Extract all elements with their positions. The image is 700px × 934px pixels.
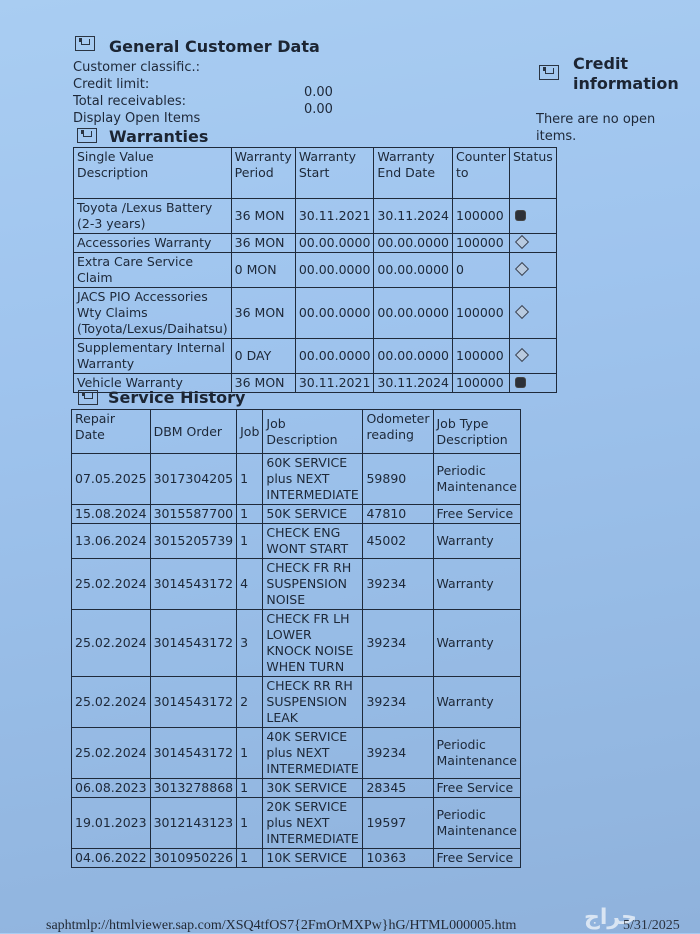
service-cell-dbm-order: 3014543172	[150, 610, 237, 677]
service-cell-odometer: 19597	[363, 798, 433, 849]
service-row	[72, 798, 521, 849]
service-cell-job: 1	[237, 728, 263, 779]
service-cell-dbm-order: 3015205739	[150, 524, 237, 559]
service-cell-job: 4	[237, 559, 263, 610]
warranty-cell-description: Vehicle Warranty	[74, 374, 232, 393]
status-inactive-diamond-icon	[515, 348, 529, 362]
service-cell-job-type: Warranty	[433, 677, 521, 728]
credit-limit-label: Credit limit:	[73, 77, 150, 92]
warranty-row	[74, 288, 557, 339]
warranty-cell-status	[509, 234, 556, 253]
warranty-cell-description: Supplementary Internal Warranty	[74, 339, 232, 374]
service-header-row	[72, 410, 521, 454]
warranty-cell-start: 30.11.2021	[295, 199, 374, 234]
service-cell-job: 3	[237, 610, 263, 677]
status-inactive-diamond-icon	[515, 305, 529, 319]
warranty-cell-status	[509, 199, 556, 234]
service-row	[72, 559, 521, 610]
total-receivables-label: Total receivables:	[73, 94, 186, 109]
col-header-repair-date: Repair Date	[72, 410, 151, 454]
service-cell-job-type: Free Service	[433, 505, 521, 524]
service-cell-repair-date: 25.02.2024	[72, 559, 151, 610]
service-cell-odometer: 39234	[363, 610, 433, 677]
service-cell-job-description: 20K SERVICE plus NEXT INTERMEDIATE	[263, 798, 363, 849]
service-cell-repair-date: 25.02.2024	[72, 610, 151, 677]
warranty-cell-description: Extra Care Service Claim	[74, 253, 232, 288]
section-icon	[539, 65, 559, 80]
service-cell-dbm-order: 3014543172	[150, 728, 237, 779]
warranty-cell-start: 00.00.0000	[295, 339, 374, 374]
service-row	[72, 610, 521, 677]
service-cell-dbm-order: 3012143123	[150, 798, 237, 849]
service-cell-job: 1	[237, 524, 263, 559]
col-header-job-type: Job Type Description	[433, 410, 521, 454]
col-header-start: Warranty Start	[295, 148, 374, 199]
warranty-cell-status	[509, 339, 556, 374]
warranty-cell-period: 36 MON	[231, 234, 295, 253]
warranty-row	[74, 253, 557, 288]
service-cell-job-description: 60K SERVICE plus NEXT INTERMEDIATE	[263, 454, 363, 505]
warranty-cell-end-date: 00.00.0000	[374, 253, 453, 288]
service-cell-job: 1	[237, 849, 263, 868]
service-cell-repair-date: 07.05.2025	[72, 454, 151, 505]
warranty-cell-start: 30.11.2021	[295, 374, 374, 393]
page-url: saphtmlp://htmlviewer.sap.com/XSQ4tfOS7{2FmOrMXPw}hG/HTML000005.htm	[46, 918, 517, 933]
section-icon	[78, 390, 98, 405]
warranty-cell-status	[509, 253, 556, 288]
status-active-icon	[516, 378, 525, 387]
service-cell-job-description: 30K SERVICE	[263, 779, 363, 798]
warranty-cell-description: Accessories Warranty	[74, 234, 232, 253]
service-cell-dbm-order: 3017304205	[150, 454, 237, 505]
service-cell-odometer: 47810	[363, 505, 433, 524]
service-row	[72, 728, 521, 779]
warranty-cell-period: 36 MON	[231, 288, 295, 339]
customer-classific-label: Customer classific.:	[73, 60, 201, 75]
service-cell-odometer: 39234	[363, 559, 433, 610]
col-header-period: Warranty Period	[231, 148, 295, 199]
warranty-cell-description: Toyota /Lexus Battery (2-3 years)	[74, 199, 232, 234]
status-active-icon	[516, 211, 525, 220]
col-header-odometer: Odometer reading	[363, 410, 433, 454]
service-cell-repair-date: 25.02.2024	[72, 677, 151, 728]
warranty-cell-end-date: 30.11.2024	[374, 374, 453, 393]
service-cell-repair-date: 04.06.2022	[72, 849, 151, 868]
service-cell-job-description: CHECK FR RH SUSPENSION NOISE	[263, 559, 363, 610]
warranty-row	[74, 234, 557, 253]
service-cell-job-description: CHECK ENG WONT START	[263, 524, 363, 559]
service-cell-job-type: Periodic Maintenance	[433, 728, 521, 779]
warranties-table	[73, 147, 557, 393]
warranty-cell-start: 00.00.0000	[295, 234, 374, 253]
warranty-cell-end-date: 00.00.0000	[374, 234, 453, 253]
credit-limit-value: 0.00	[304, 85, 333, 100]
service-cell-job-description: CHECK FR LH LOWER KNOCK NOISE WHEN TURN	[263, 610, 363, 677]
credit-information-message: There are no open items.	[536, 112, 656, 144]
service-cell-job: 1	[237, 454, 263, 505]
print-date: 5/31/2025	[623, 918, 680, 933]
warranty-row	[74, 199, 557, 234]
service-cell-dbm-order: 3014543172	[150, 677, 237, 728]
total-receivables-value: 0.00	[304, 102, 333, 117]
status-inactive-diamond-icon	[515, 262, 529, 276]
display-open-items-link[interactable]: Display Open Items	[73, 111, 201, 126]
col-header-job: Job	[237, 410, 263, 454]
service-row	[72, 524, 521, 559]
warranty-cell-period: 36 MON	[231, 199, 295, 234]
service-cell-job-type: Free Service	[433, 849, 521, 868]
service-cell-job-type: Periodic Maintenance	[433, 454, 521, 505]
service-row	[72, 505, 521, 524]
warranty-cell-counter: 100000	[453, 199, 510, 234]
warranty-cell-counter: 100000	[453, 374, 510, 393]
warranty-cell-start: 00.00.0000	[295, 288, 374, 339]
warranty-cell-start: 00.00.0000	[295, 253, 374, 288]
service-cell-job-type: Warranty	[433, 559, 521, 610]
service-cell-job: 2	[237, 677, 263, 728]
warranty-cell-period: 36 MON	[231, 374, 295, 393]
service-cell-job: 1	[237, 505, 263, 524]
warranty-row	[74, 339, 557, 374]
service-row	[72, 849, 521, 868]
col-header-description: Single Value Description	[74, 148, 232, 199]
service-cell-repair-date: 15.08.2024	[72, 505, 151, 524]
col-header-counter: Counter to	[453, 148, 510, 199]
service-cell-job-type: Warranty	[433, 524, 521, 559]
service-cell-job-type: Periodic Maintenance	[433, 798, 521, 849]
service-row	[72, 677, 521, 728]
warranty-cell-end-date: 30.11.2024	[374, 199, 453, 234]
warranty-cell-period: 0 MON	[231, 253, 295, 288]
service-cell-dbm-order: 3014543172	[150, 559, 237, 610]
status-inactive-diamond-icon	[515, 235, 529, 249]
service-cell-job-description: 10K SERVICE	[263, 849, 363, 868]
warranty-cell-counter: 100000	[453, 288, 510, 339]
service-cell-repair-date: 06.08.2023	[72, 779, 151, 798]
watermark-logo: حراج	[584, 905, 637, 930]
service-cell-odometer: 59890	[363, 454, 433, 505]
warranties-title: Warranties	[109, 127, 209, 146]
service-cell-odometer: 28345	[363, 779, 433, 798]
service-cell-job-description: 50K SERVICE	[263, 505, 363, 524]
warranty-cell-counter: 100000	[453, 339, 510, 374]
service-cell-repair-date: 13.06.2024	[72, 524, 151, 559]
service-cell-job-type: Warranty	[433, 610, 521, 677]
service-cell-job-description: CHECK RR RH SUSPENSION LEAK	[263, 677, 363, 728]
warranty-cell-description: JACS PIO Accessories Wty Claims (Toyota/Lexus/Daihatsu)	[74, 288, 232, 339]
service-cell-dbm-order: 3015587700	[150, 505, 237, 524]
service-row	[72, 779, 521, 798]
col-header-dbm-order: DBM Order	[150, 410, 237, 454]
section-icon	[77, 128, 97, 143]
service-cell-dbm-order: 3010950226	[150, 849, 237, 868]
service-cell-job-description: 40K SERVICE plus NEXT INTERMEDIATE	[263, 728, 363, 779]
col-header-job-description: Job Description	[263, 410, 363, 454]
warranty-cell-period: 0 DAY	[231, 339, 295, 374]
col-header-status: Status	[509, 148, 556, 199]
warranties-header-row	[74, 148, 557, 199]
service-cell-job: 1	[237, 798, 263, 849]
warranty-cell-counter: 0	[453, 253, 510, 288]
warranty-cell-status	[509, 288, 556, 339]
warranty-cell-end-date: 00.00.0000	[374, 339, 453, 374]
warranty-cell-end-date: 00.00.0000	[374, 288, 453, 339]
service-cell-odometer: 39234	[363, 677, 433, 728]
service-row	[72, 454, 521, 505]
service-history-table	[71, 409, 521, 868]
service-cell-job-type: Free Service	[433, 779, 521, 798]
service-cell-repair-date: 25.02.2024	[72, 728, 151, 779]
service-history-title: Service History	[108, 388, 246, 407]
service-cell-repair-date: 19.01.2023	[72, 798, 151, 849]
warranty-cell-counter: 100000	[453, 234, 510, 253]
service-cell-odometer: 10363	[363, 849, 433, 868]
service-cell-dbm-order: 3013278868	[150, 779, 237, 798]
credit-information-title-line2: information	[573, 74, 679, 93]
credit-information-title-line1: Credit	[573, 54, 629, 73]
warranty-cell-status	[509, 374, 556, 393]
col-header-end-date: Warranty End Date	[374, 148, 453, 199]
service-cell-job: 1	[237, 779, 263, 798]
section-icon	[75, 36, 95, 51]
service-cell-odometer: 45002	[363, 524, 433, 559]
service-cell-odometer: 39234	[363, 728, 433, 779]
general-customer-data-title: General Customer Data	[109, 37, 320, 56]
